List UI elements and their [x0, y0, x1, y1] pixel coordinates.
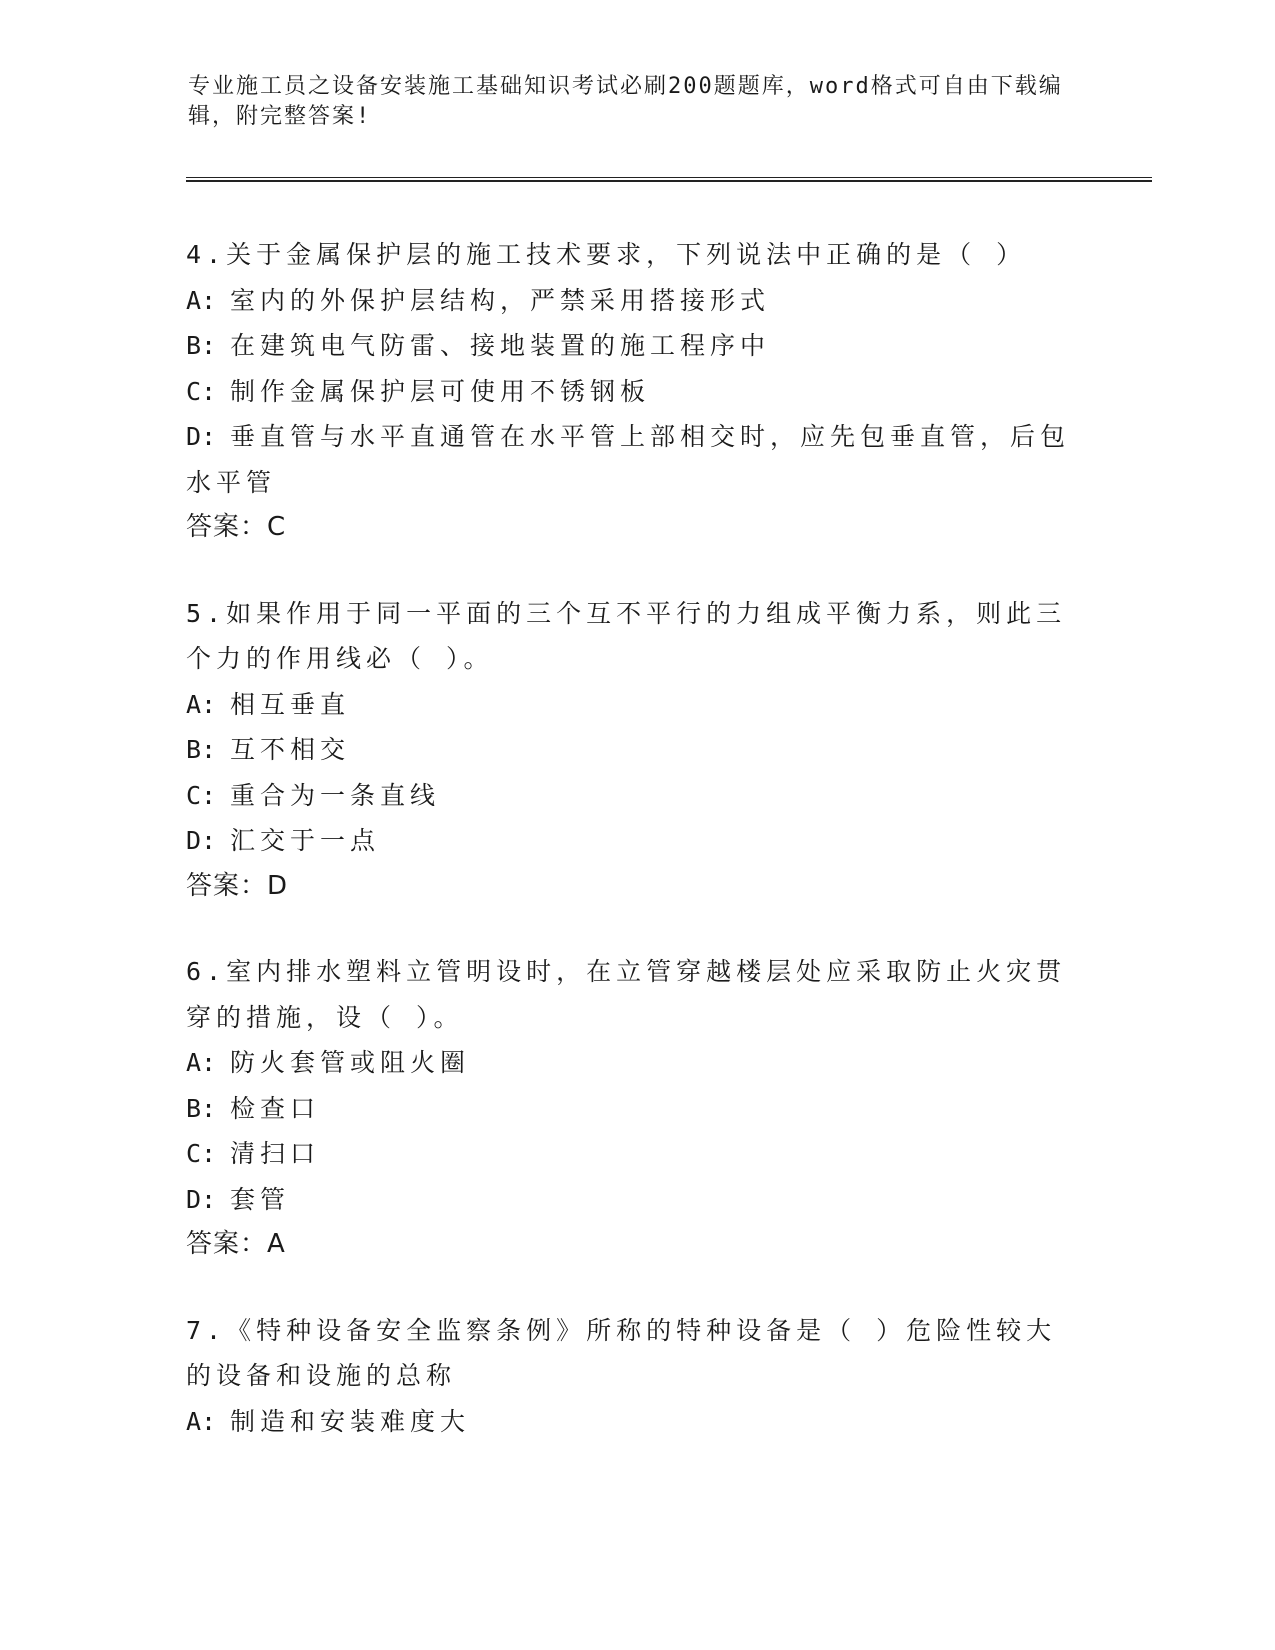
document-title: 专业施工员之设备安装施工基础知识考试必刷200题题库，word格式可自由下载编辑，附完整答案! — [188, 74, 1063, 129]
option-text: 检查口 — [230, 1093, 321, 1123]
option-text: 室内的外保护层结构，严禁采用搭接形式 — [230, 285, 771, 315]
answer-line: 答案：A — [186, 1229, 286, 1259]
question-stem: 6.室内排水塑料立管明设时，在立管穿越楼层处应采取防止火灾贯穿的措施，设（ ）。 — [186, 957, 1067, 1032]
option-key: A: — [186, 1406, 217, 1436]
question-5 — [186, 591, 1086, 910]
question-list — [186, 232, 1086, 1484]
option-key: B: — [186, 331, 217, 360]
option-b — [186, 727, 1086, 773]
answer-line: 答案：C — [186, 512, 287, 542]
option-c — [186, 773, 1086, 819]
option-d — [186, 818, 1086, 864]
question-stem: 7.《特种设备安全监察条例》所称的特种设备是（ ）危险性较大的设备和设施的总称 — [186, 1315, 1057, 1390]
question-stem: 4.关于金属保护层的施工技术要求，下列说法中正确的是（ ） — [186, 240, 1027, 269]
option-text: 汇交于一点 — [230, 826, 381, 855]
question-4 — [186, 232, 1086, 551]
option-a — [186, 682, 1086, 728]
option-key: A: — [186, 689, 217, 719]
option-key: C: — [186, 1139, 217, 1168]
document-header — [188, 72, 1068, 132]
option-text: 制作金属保护层可使用不锈钢板 — [230, 376, 651, 406]
option-key: D: — [186, 422, 217, 451]
option-a — [186, 1399, 1086, 1445]
option-c — [186, 1131, 1086, 1177]
option-key: A: — [186, 285, 217, 315]
option-d — [186, 414, 1086, 505]
question-stem: 5.如果作用于同一平面的三个互不平行的力组成平衡力系，则此三个力的作用线必（ ）。 — [186, 598, 1067, 673]
option-text: 在建筑电气防雷、接地装置的施工程序中 — [230, 331, 771, 360]
option-c — [186, 369, 1086, 415]
option-text: 防火套管或阻火圈 — [230, 1048, 471, 1077]
question-7 — [186, 1308, 1086, 1445]
option-text: 制造和安装难度大 — [230, 1406, 471, 1436]
header-divider — [186, 177, 1152, 182]
option-key: C: — [186, 780, 217, 810]
question-6 — [186, 949, 1086, 1268]
option-d — [186, 1177, 1086, 1223]
option-b — [186, 323, 1086, 369]
option-text: 清扫口 — [230, 1139, 321, 1168]
option-key: B: — [186, 735, 217, 764]
option-key: B: — [186, 1093, 217, 1123]
option-b — [186, 1086, 1086, 1132]
option-text: 重合为一条直线 — [230, 780, 441, 810]
option-text: 垂直管与水平直通管在水平管上部相交时，应先包垂直管，后包水平管 — [186, 422, 1071, 497]
option-key: A: — [186, 1048, 217, 1077]
option-a — [186, 1040, 1086, 1086]
option-key: D: — [186, 1184, 217, 1214]
option-key: C: — [186, 376, 217, 406]
option-text: 套管 — [230, 1184, 291, 1214]
option-a — [186, 278, 1086, 324]
option-text: 互不相交 — [230, 735, 351, 764]
option-key: D: — [186, 826, 217, 855]
option-text: 相互垂直 — [230, 689, 351, 719]
answer-line: 答案：D — [186, 870, 289, 901]
